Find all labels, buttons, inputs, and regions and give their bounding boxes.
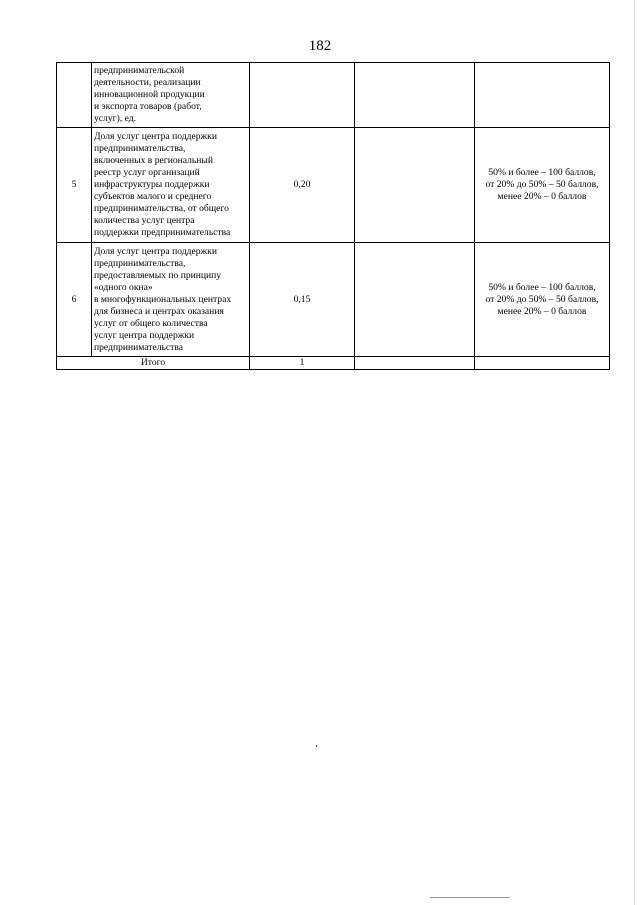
empty-cell — [355, 243, 475, 357]
total-label-cell: Итого — [57, 357, 250, 370]
description-line: предоставляемых по принципу — [94, 269, 222, 281]
description-line: деятельности, реализации — [94, 77, 201, 88]
description-line: предпринимательства — [94, 341, 184, 353]
description-line: инновационной продукции — [94, 89, 205, 100]
description-line: услуг центра поддержки — [94, 329, 195, 341]
scan-speck — [316, 745, 317, 747]
description-line: «одного окна» — [94, 281, 153, 293]
row-number-cell: 5 — [57, 128, 92, 243]
row-number-cell — [57, 63, 92, 128]
empty-cell — [355, 357, 475, 370]
description-line: предпринимательства, — [94, 143, 186, 154]
score-line: от 20% до 50% – 50 баллов, — [485, 293, 599, 305]
score-line: 50% и более – 100 баллов, — [488, 281, 596, 293]
score-cell — [475, 243, 610, 357]
table-row — [57, 128, 610, 243]
row-number-cell: 6 — [57, 243, 92, 357]
description-line: Доля услуг центра поддержки — [94, 131, 217, 142]
description-line: включенных в региональный — [94, 155, 213, 166]
empty-cell — [355, 128, 475, 243]
empty-cell — [475, 357, 610, 370]
indicator-description-cell — [92, 243, 250, 357]
table-row — [57, 243, 610, 357]
total-weight-cell: 1 — [250, 357, 355, 370]
weight-cell — [250, 63, 355, 128]
indicator-description-cell — [92, 63, 250, 128]
description-line: инфраструктуры поддержки — [94, 179, 210, 190]
score-line: менее 20% – 0 баллов — [497, 191, 587, 202]
description-line: предпринимательства, — [94, 257, 186, 269]
description-line: предпринимательства, от общего — [94, 203, 229, 214]
page-number: 182 — [308, 38, 332, 54]
description-line: предпринимательской — [94, 65, 185, 76]
description-line: услуг от общего количества — [94, 317, 208, 329]
description-line: для бизнеса и центрах оказания — [94, 305, 224, 317]
description-line: Доля услуг центра поддержки — [94, 245, 217, 257]
criteria-table — [56, 62, 610, 370]
score-line: 50% и более – 100 баллов, — [488, 167, 596, 178]
description-line: услуг), ед. — [94, 113, 136, 124]
total-row — [57, 357, 610, 370]
weight-cell: 0,15 — [250, 243, 355, 357]
empty-cell — [355, 63, 475, 128]
description-line: в многофункциональных центрах — [94, 293, 232, 305]
scan-speck — [634, 0, 635, 905]
indicator-description-cell — [92, 128, 250, 243]
table-row — [57, 63, 610, 128]
score-cell — [475, 128, 610, 243]
scan-speck — [430, 897, 510, 898]
weight-cell: 0,20 — [250, 128, 355, 243]
description-line: количества услуг центра — [94, 215, 195, 226]
description-line: реестр услуг организаций — [94, 167, 200, 178]
description-line: поддержки предпринимательства — [94, 227, 231, 238]
score-cell — [475, 63, 610, 128]
score-line: от 20% до 50% – 50 баллов, — [485, 179, 599, 190]
description-line: и экспорта товаров (работ, — [94, 101, 202, 112]
score-line: менее 20% – 0 баллов — [497, 305, 587, 317]
description-line: субъектов малого и среднего — [94, 191, 212, 202]
